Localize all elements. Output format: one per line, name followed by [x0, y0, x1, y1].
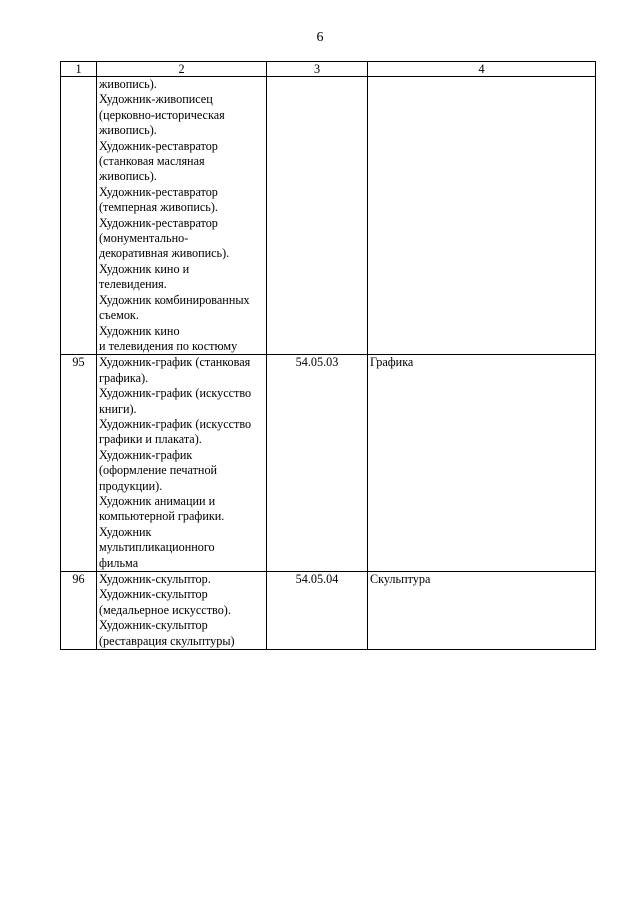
- qualification-line: фильма: [99, 555, 139, 570]
- qualification-line: и телевидения по костюму: [99, 338, 238, 353]
- qualification-line: съемок.: [99, 308, 139, 323]
- qualification-line: Художник-график (искусство: [99, 416, 252, 431]
- qualification-line: Художник-реставратор: [99, 184, 218, 199]
- qualification-line: Художник-реставратор: [99, 215, 218, 230]
- qualification-line: (медальерное искусство).: [99, 602, 231, 617]
- qualification-line: графика).: [99, 370, 149, 385]
- qualification-line: живопись).: [99, 169, 157, 184]
- qualification-cell: [97, 77, 267, 355]
- qualification-line: Художник-скульптор.: [99, 572, 211, 586]
- qualification-line: Художник-реставратор: [99, 138, 218, 153]
- qualification-line: (станковая масляная: [99, 154, 205, 169]
- table-header-row: [61, 62, 596, 77]
- qualification-line: графики и плаката).: [99, 432, 202, 447]
- specialty-code-cell: 54.05.03: [267, 355, 368, 572]
- table-row: [61, 355, 596, 572]
- column-header-3: 3: [267, 62, 368, 77]
- row-number-cell: 95: [61, 355, 97, 572]
- specialty-name-cell: Скульптура: [368, 572, 596, 650]
- qualification-line: живопись).: [99, 77, 157, 91]
- qualification-line: (оформление печатной: [99, 463, 218, 478]
- qualification-line: Художник-скульптор: [99, 587, 208, 602]
- qualification-line: Художник комбинированных: [99, 292, 250, 307]
- page-number: 6: [316, 30, 324, 45]
- qualification-line: телевидения.: [99, 277, 167, 292]
- row-number-cell: 96: [61, 572, 97, 650]
- qualification-line: Художник кино и: [99, 261, 190, 276]
- specialty-code-cell: [267, 77, 368, 355]
- table-row: [61, 572, 596, 650]
- qualification-line: Художник-график: [99, 447, 193, 462]
- column-header-4: 4: [368, 62, 596, 77]
- qualification-line: мультипликационного: [99, 540, 215, 555]
- column-header-1: 1: [61, 62, 97, 77]
- qualification-line: продукции).: [99, 478, 163, 493]
- specialty-code-cell: 54.05.04: [267, 572, 368, 650]
- qualification-line: (церковно-историческая: [99, 107, 225, 122]
- qualification-cell: [97, 355, 267, 572]
- qualification-line: Художник-скульптор: [99, 618, 208, 633]
- row-number-cell: [61, 77, 97, 355]
- qualification-line: Художник: [99, 524, 152, 539]
- qualification-line: книги).: [99, 401, 137, 416]
- specialty-name-cell: Графика: [368, 355, 596, 572]
- qualification-line: Художник кино: [99, 323, 180, 338]
- specialty-name-cell: [368, 77, 596, 355]
- qualification-line: (монументально-: [99, 231, 189, 246]
- table-row: [61, 77, 596, 355]
- qualification-line: Художник-живописец: [99, 92, 213, 107]
- qualification-line: живопись).: [99, 123, 157, 138]
- qualification-line: (темперная живопись).: [99, 200, 218, 215]
- column-header-2: 2: [97, 62, 267, 77]
- qualification-line: Художник анимации и: [99, 493, 216, 508]
- specialties-table: [60, 61, 596, 650]
- qualification-line: декоративная живопись).: [99, 246, 230, 261]
- qualification-cell: [97, 572, 267, 650]
- qualification-line: компьютерной графики.: [99, 509, 225, 524]
- qualification-line: (реставрация скульптуры): [99, 633, 235, 648]
- qualification-line: Художник-график (искусство: [99, 386, 252, 401]
- qualification-line: Художник-график (станковая: [99, 355, 251, 370]
